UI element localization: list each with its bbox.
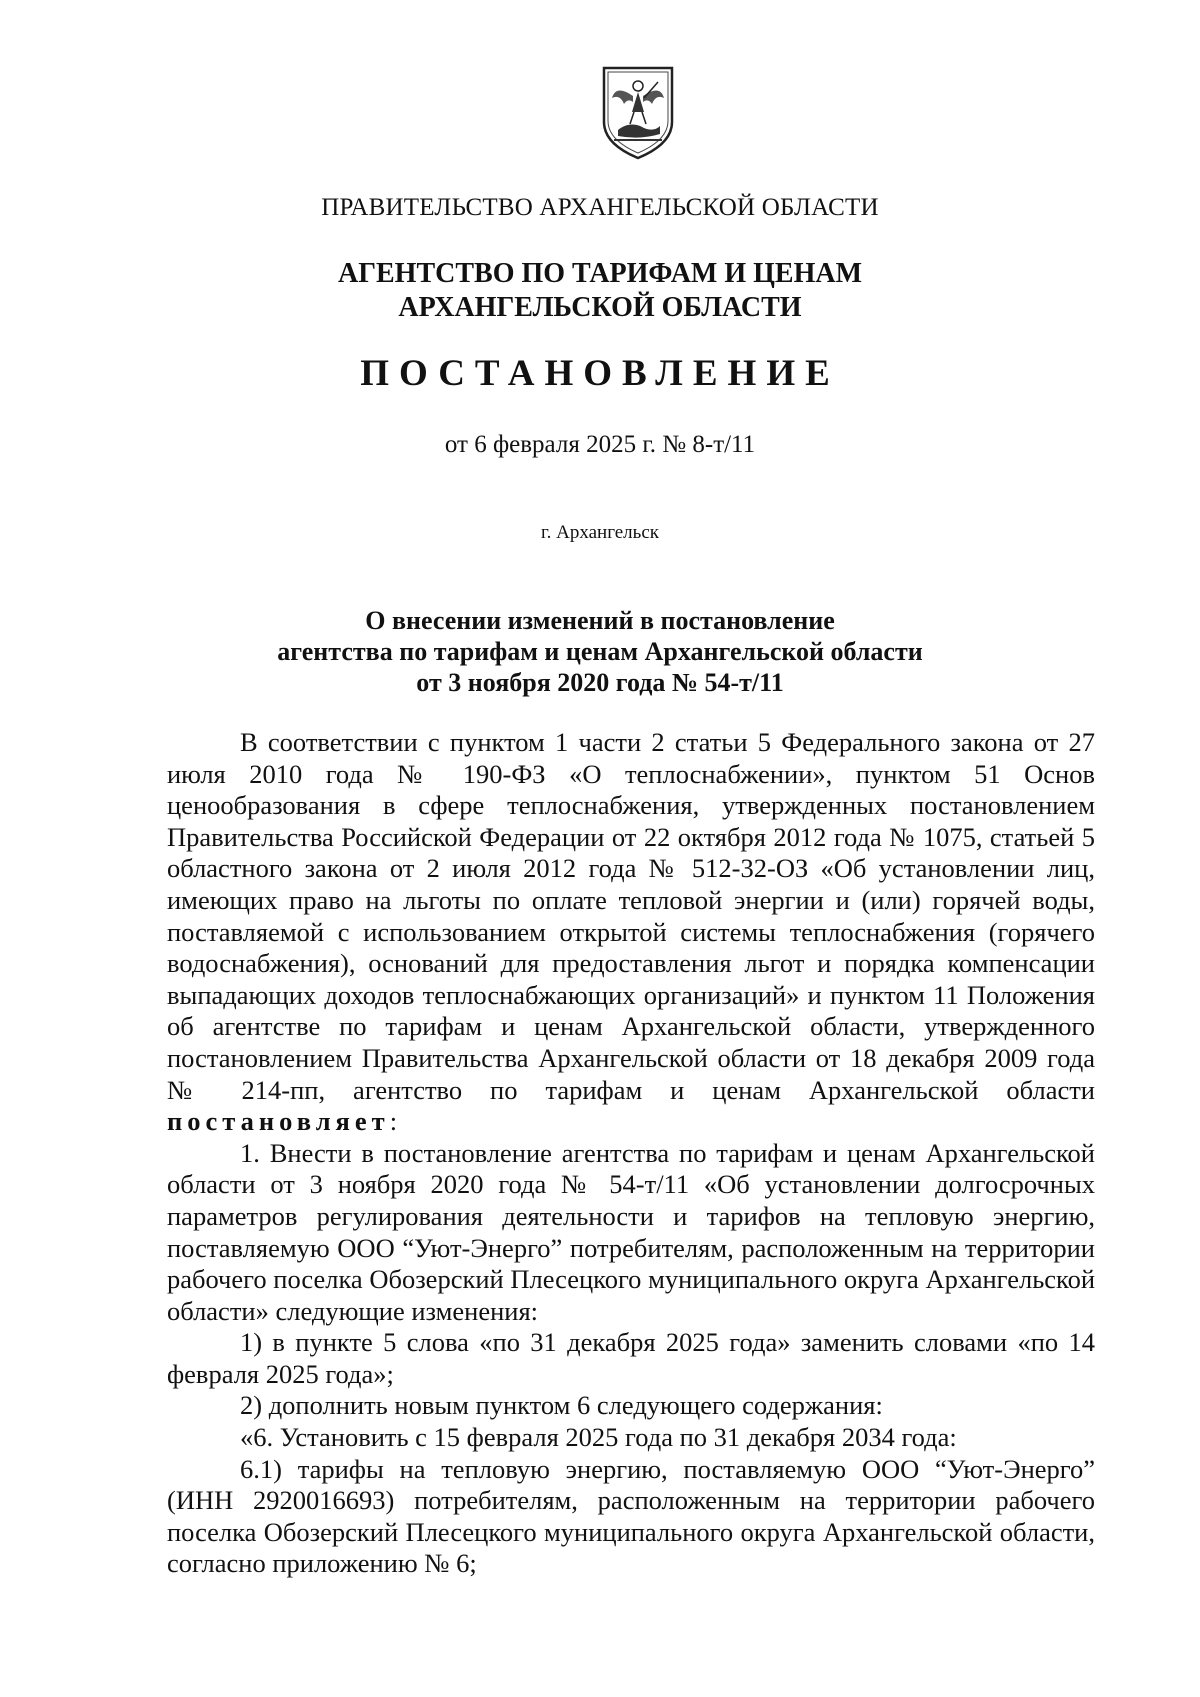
item-1-paragraph: 1. Внести в постановление агентства по тарифам и ценам Архангельской области от 3 ноября 2020 года № 54-т/11 «Об установлении долгосрочных параметров регулирования деятельности и тарифов на тепловую энергию, поставляемую ООО “Уют-Энерго” потребителям, расположенным на территории рабочего поселка Обозерский Плесецкого муниципального округа Архангельской области» следующие изменения:: [167, 1137, 1095, 1326]
item-6-1-paragraph: 6.1) тарифы на тепловую энергию, поставляемую ООО “Уют-Энерго” (ИНН 2920016693) потребителям, расположенным на территории рабочего поселка Обозерский Плесецкого муниципального округа Архангельской области, согласно приложению № 6;: [167, 1453, 1095, 1579]
agency-name-line-1: АГЕНТСТВО ПО ТАРИФАМ И ЦЕНАМ: [337, 258, 863, 289]
document-body: [167, 727, 1095, 1580]
item-6-paragraph: «6. Установить с 15 февраля 2025 года по 31 декабря 2034 года:: [240, 1422, 957, 1453]
subject-line-3: от 3 ноября 2020 года № 54-т/11: [416, 668, 784, 697]
government-name: ПРАВИТЕЛЬСТВО АРХАНГЕЛЬСКОЙ ОБЛАСТИ: [321, 194, 879, 221]
resolves-colon: :: [389, 1106, 398, 1137]
item-1-subitem-1: 1) в пункте 5 слова «по 31 декабря 2025 года» заменить словами «по 14 февраля 2025 года»;: [167, 1327, 1095, 1389]
preamble-paragraph: [167, 727, 1095, 1138]
document-date-number: от 6 февраля 2025 г. № 8-т/11: [444, 431, 756, 458]
subject-line-2: агентства по тарифам и ценам Архангельской области: [277, 637, 923, 666]
agency-name: [0, 257, 1200, 325]
document-city: г. Архангельск: [540, 522, 659, 543]
subject-line-1: О внесении изменений в постановление: [365, 606, 835, 635]
document-type: ПОСТАНОВЛЕНИЕ: [360, 353, 840, 394]
coat-of-arms-icon: [600, 64, 676, 162]
document-subject: [0, 605, 1200, 698]
preamble-text: В соответствии с пунктом 1 части 2 статьи 5 Федерального закона от 27 июля 2010 года № 190-ФЗ «О теплоснабжении», пунктом 51 Основ ценообразования в сфере теплоснабжения, утвержденных постановлением Правительства Российской Федерации от 22 октября 2012 года № 1075, статьей 5 областного закона от 2 июля 2012 года № 512-32-ОЗ «Об установлении лиц, имеющих право на льготы по оплате тепловой энергии и (или) горячей воды, поставляемой с использованием открытой системы теплоснабжения (горячего водоснабжения), оснований для предоставления льгот и порядка компенсации выпадающих доходов теплоснабжающих организаций» и пунктом 11 Положения об агентстве по тарифам и ценам Архангельской области, утвержденного постановлением Правительства Архангельской области от 18 декабря 2009 года № 214-пп, агентство по тарифам и ценам Архангельской области: [167, 727, 1095, 1105]
item-1-subitem-2: 2) дополнить новым пунктом 6 следующего содержания:: [240, 1390, 883, 1421]
resolves-word: постановляет: [167, 1106, 390, 1137]
agency-name-line-2: АРХАНГЕЛЬСКОЙ ОБЛАСТИ: [398, 292, 802, 323]
